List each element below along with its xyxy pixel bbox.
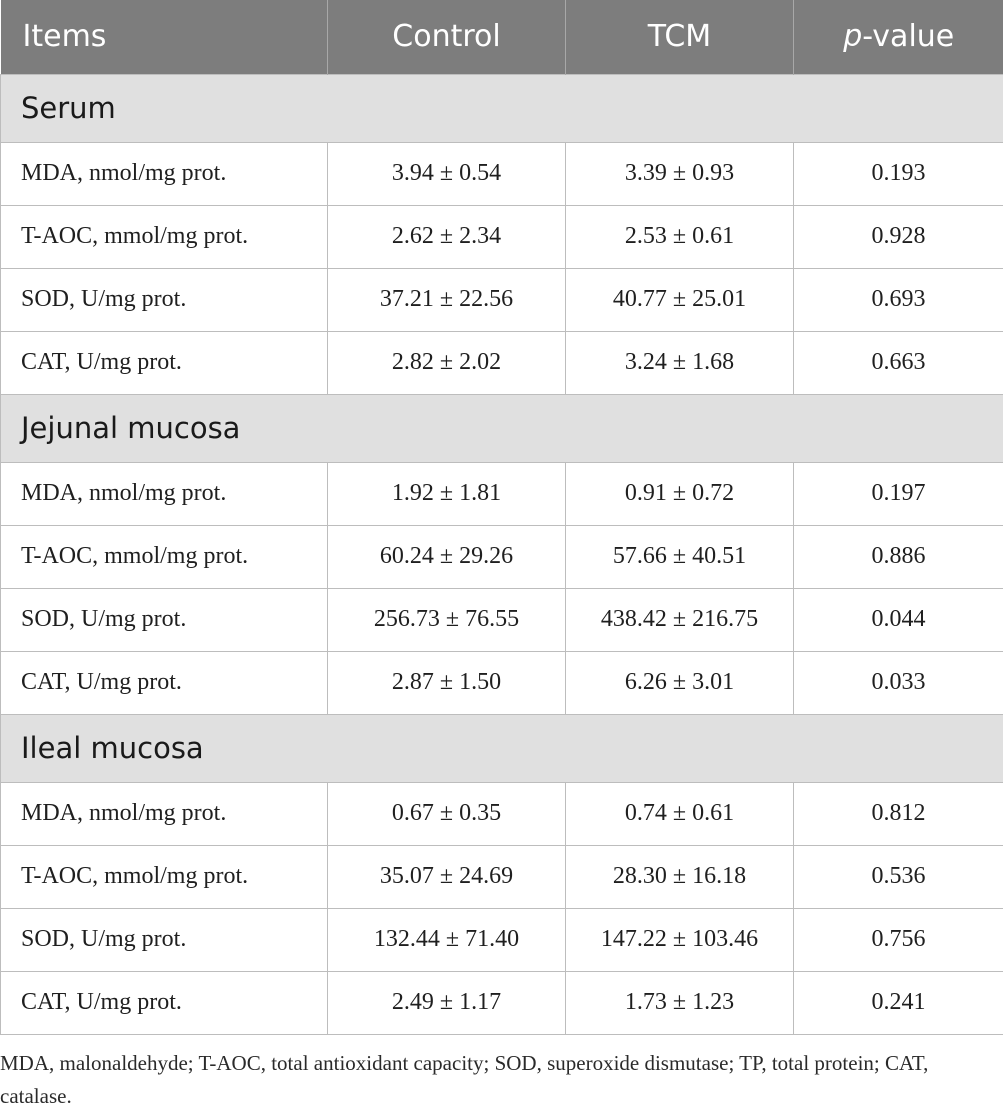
p-value-cell: 0.663 — [794, 331, 1003, 394]
table-row — [1, 588, 1003, 651]
section-title: Jejunal mucosa — [1, 394, 1003, 462]
section-row-ileal-mucosa — [1, 714, 1003, 782]
table-row — [1, 651, 1003, 714]
control-cell: 2.49 ± 1.17 — [328, 971, 566, 1034]
p-value-cell: 0.044 — [794, 588, 1003, 651]
section-row-serum — [1, 74, 1003, 142]
section-row-jejunal-mucosa — [1, 394, 1003, 462]
table-row — [1, 205, 1003, 268]
p-value-cell: 0.536 — [794, 845, 1003, 908]
p-value-cell: 0.928 — [794, 205, 1003, 268]
tcm-cell: 147.22 ± 103.46 — [566, 908, 794, 971]
table-row — [1, 908, 1003, 971]
tcm-cell: 28.30 ± 16.18 — [566, 845, 794, 908]
item-cell: MDA, nmol/mg prot. — [1, 462, 328, 525]
item-cell: MDA, nmol/mg prot. — [1, 142, 328, 205]
control-cell: 0.67 ± 0.35 — [328, 782, 566, 845]
header-tcm: TCM — [566, 0, 794, 74]
control-cell: 256.73 ± 76.55 — [328, 588, 566, 651]
p-value-cell: 0.693 — [794, 268, 1003, 331]
table-row — [1, 268, 1003, 331]
item-cell: CAT, U/mg prot. — [1, 651, 328, 714]
table-row — [1, 782, 1003, 845]
tcm-cell: 40.77 ± 25.01 — [566, 268, 794, 331]
item-cell: CAT, U/mg prot. — [1, 331, 328, 394]
control-cell: 3.94 ± 0.54 — [328, 142, 566, 205]
tcm-cell: 0.91 ± 0.72 — [566, 462, 794, 525]
item-cell: MDA, nmol/mg prot. — [1, 782, 328, 845]
p-value-cell: 0.197 — [794, 462, 1003, 525]
table-row — [1, 971, 1003, 1034]
p-value-cell: 0.241 — [794, 971, 1003, 1034]
item-cell: T-AOC, mmol/mg prot. — [1, 845, 328, 908]
p-value-cell: 0.033 — [794, 651, 1003, 714]
item-cell: T-AOC, mmol/mg prot. — [1, 205, 328, 268]
item-cell: CAT, U/mg prot. — [1, 971, 328, 1034]
control-cell: 1.92 ± 1.81 — [328, 462, 566, 525]
section-title: Ileal mucosa — [1, 714, 1003, 782]
tcm-cell: 3.24 ± 1.68 — [566, 331, 794, 394]
tcm-cell: 438.42 ± 216.75 — [566, 588, 794, 651]
header-p-suffix: -value — [862, 19, 955, 55]
header-row — [1, 0, 1003, 74]
table-body — [1, 74, 1003, 1034]
tcm-cell: 0.74 ± 0.61 — [566, 782, 794, 845]
control-cell: 132.44 ± 71.40 — [328, 908, 566, 971]
item-cell: SOD, U/mg prot. — [1, 908, 328, 971]
control-cell: 2.87 ± 1.50 — [328, 651, 566, 714]
control-cell: 60.24 ± 29.26 — [328, 525, 566, 588]
table-row — [1, 525, 1003, 588]
control-cell: 2.82 ± 2.02 — [328, 331, 566, 394]
tcm-cell: 3.39 ± 0.93 — [566, 142, 794, 205]
control-cell: 2.62 ± 2.34 — [328, 205, 566, 268]
table-row — [1, 845, 1003, 908]
table-row — [1, 331, 1003, 394]
p-value-cell: 0.886 — [794, 525, 1003, 588]
table-footnote: MDA, malonaldehyde; T-AOC, total antioxidant capacity; SOD, superoxide dismutase; TP, total protein; CAT, catalase. — [0, 1050, 929, 1108]
table-row — [1, 142, 1003, 205]
p-value-cell: 0.756 — [794, 908, 1003, 971]
item-cell: SOD, U/mg prot. — [1, 268, 328, 331]
control-cell: 35.07 ± 24.69 — [328, 845, 566, 908]
section-title: Serum — [1, 74, 1003, 142]
header-control: Control — [328, 0, 566, 74]
p-value-cell: 0.812 — [794, 782, 1003, 845]
header-p-prefix: p — [843, 19, 863, 55]
tcm-cell: 6.26 ± 3.01 — [566, 651, 794, 714]
item-cell: SOD, U/mg prot. — [1, 588, 328, 651]
header-p-value — [794, 0, 1003, 74]
control-cell: 37.21 ± 22.56 — [328, 268, 566, 331]
item-cell: T-AOC, mmol/mg prot. — [1, 525, 328, 588]
tcm-cell: 1.73 ± 1.23 — [566, 971, 794, 1034]
table-row — [1, 462, 1003, 525]
p-value-cell: 0.193 — [794, 142, 1003, 205]
tcm-cell: 2.53 ± 0.61 — [566, 205, 794, 268]
tcm-cell: 57.66 ± 40.51 — [566, 525, 794, 588]
header-items: Items — [1, 0, 328, 74]
table-header — [1, 0, 1003, 74]
